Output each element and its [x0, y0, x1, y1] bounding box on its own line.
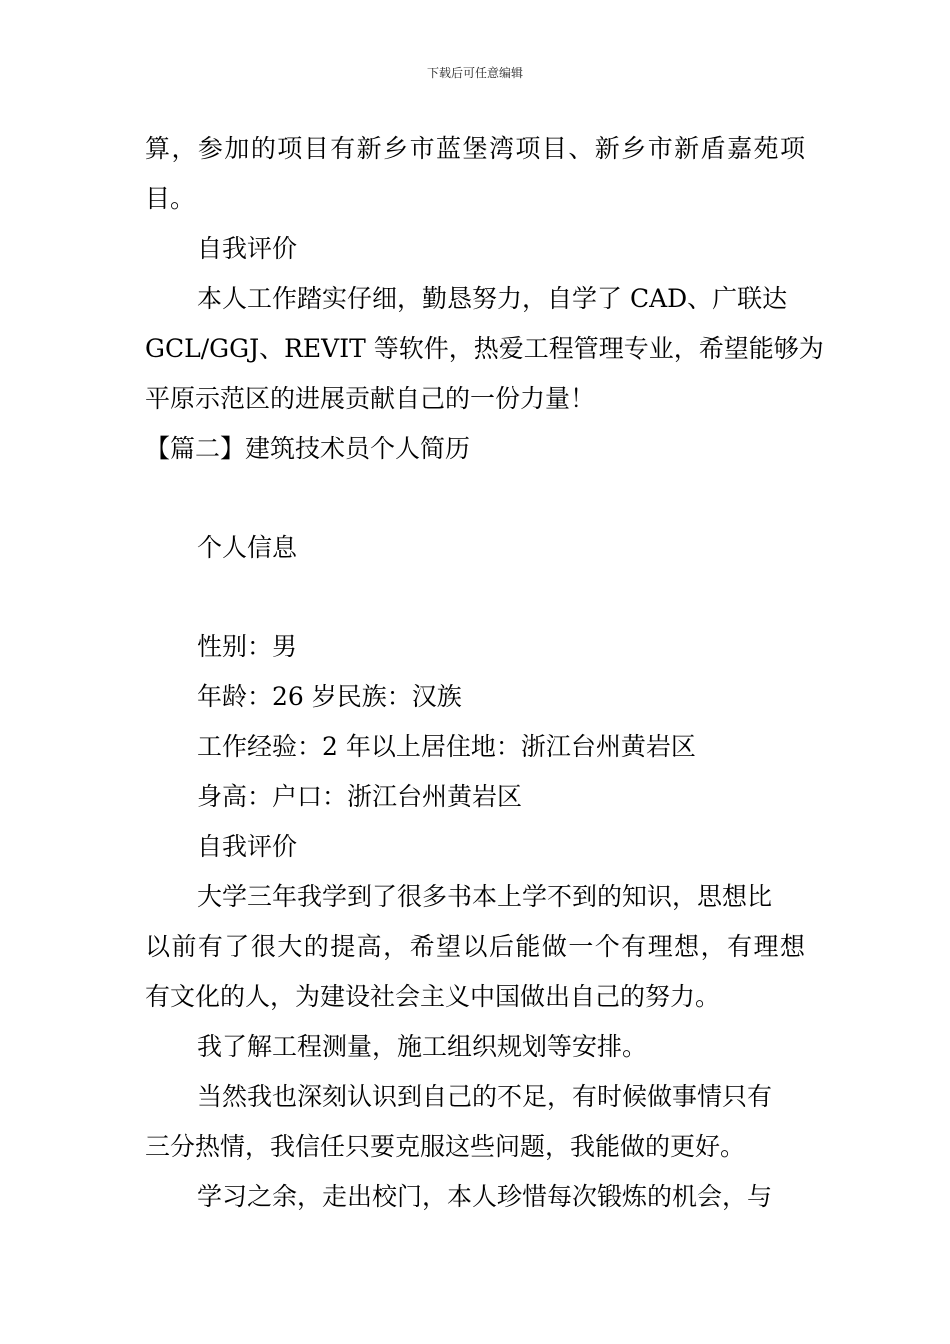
info-experience-residence: 工作经验：2 年以上居住地：浙江台州黄岩区: [197, 732, 696, 761]
info-gender: 性别：男: [197, 632, 298, 661]
paragraph-line: 三分热情，我信任只要克服这些问题，我能做的更好。: [145, 1132, 746, 1161]
page-header-note: 下载后可任意编辑: [426, 66, 523, 80]
paragraph-line: 平原示范区的进展贡献自己的一份力量！: [145, 384, 596, 413]
section-heading-self-evaluation: 自我评价: [197, 832, 298, 861]
paragraph-line: 目。: [145, 184, 196, 213]
paragraph-line: 当然我也深刻认识到自己的不足，有时候做事情只有: [197, 1082, 773, 1111]
chapter-title: 【篇二】建筑技术员个人简历: [145, 434, 471, 463]
section-heading-self-evaluation: 自我评价: [197, 234, 298, 263]
paragraph-line: 以前有了很大的提高，希望以后能做一个有理想，有理想: [145, 932, 805, 961]
paragraph-line: GCL/GGJ、REVIT 等软件，热爱工程管理专业，希望能够为: [145, 334, 824, 363]
paragraph-line: 本人工作踏实仔细，勤恳努力，自学了 CAD、广联达: [197, 284, 788, 313]
paragraph-line: 我了解工程测量，施工组织规划等安排。: [197, 1032, 648, 1061]
section-heading-personal-info: 个人信息: [197, 533, 298, 562]
paragraph-line: 学习之余，走出校门，本人珍惜每次锻炼的机会，与: [197, 1182, 773, 1211]
paragraph-line: 大学三年我学到了很多书本上学不到的知识，思想比: [197, 882, 773, 911]
paragraph-line: 有文化的人，为建设社会主义中国做出自己的努力。: [145, 982, 721, 1011]
info-age-ethnicity: 年龄：26 岁民族：汉族: [197, 682, 462, 711]
info-height-hukou: 身高：户口：浙江台州黄岩区: [197, 782, 523, 811]
paragraph-line: 算，参加的项目有新乡市蓝堡湾项目、新乡市新盾嘉苑项: [145, 134, 805, 163]
